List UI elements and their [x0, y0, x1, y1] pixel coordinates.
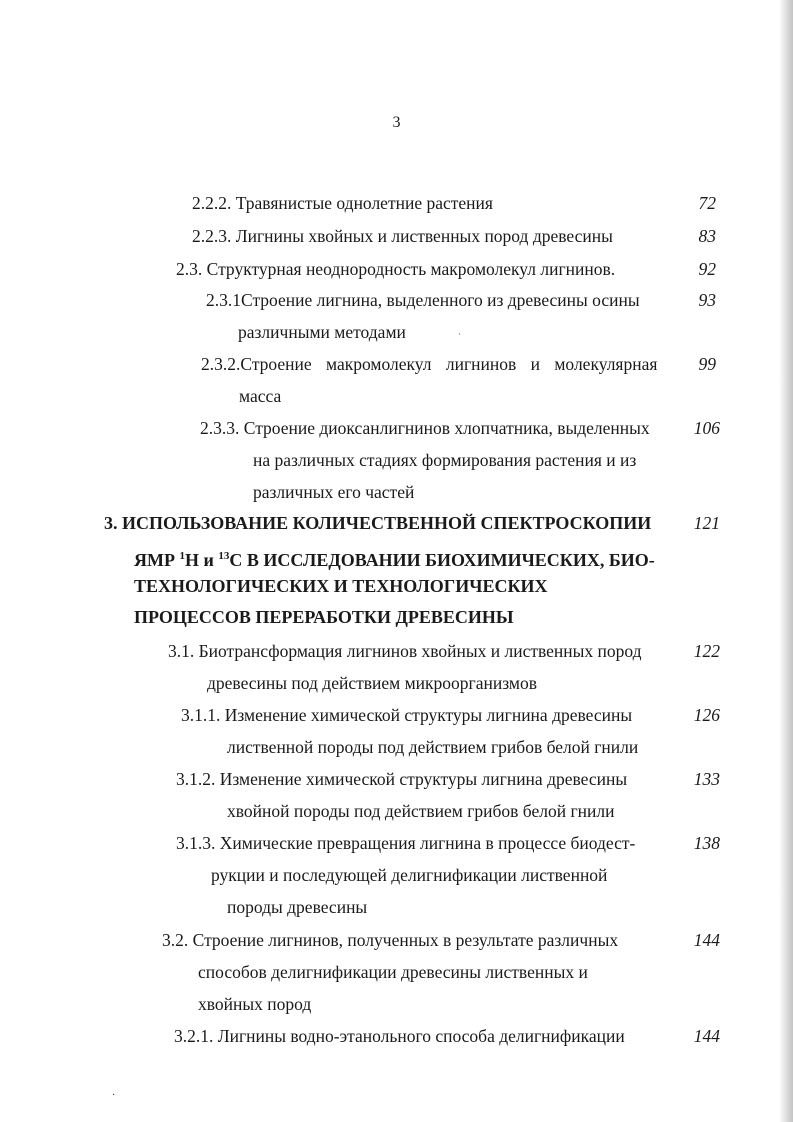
toc-page-2-3-2: 99 — [698, 354, 716, 374]
nmr-sup-13: 13 — [218, 550, 230, 562]
nmr-prefix: ЯМР — [134, 550, 180, 570]
toc-page-3-1-3: 138 — [693, 833, 720, 853]
page-edge-shadow — [779, 0, 793, 1122]
toc-entry-3-1-1[interactable]: 3.1.1. Изменение химической структуры лигнина древесины — [181, 705, 633, 725]
toc-page-2-3-1: 93 — [698, 290, 716, 310]
toc-entry-3-2-1[interactable]: 3.2.1. Лигнины водно-этанольного способа делигнификации — [174, 1026, 625, 1046]
toc-entry-2-3-3-cont1: на различных стадиях формирования растения и из — [253, 450, 637, 470]
toc-entry-3-1-3-cont2: породы древесины — [227, 897, 368, 917]
nmr-sup-1: 1 — [179, 550, 185, 562]
toc-page-3-2: 144 — [693, 930, 720, 950]
toc-entry-3-1-2-cont: хвойной породы под действием грибов белой гнили — [227, 801, 615, 821]
toc-chapter-3[interactable]: 3. ИСПОЛЬЗОВАНИЕ КОЛИЧЕСТВЕННОЙ СПЕКТРОСКОПИИ — [104, 513, 652, 533]
page-number: 3 — [392, 114, 401, 131]
toc-page-2-2-3: 83 — [698, 226, 716, 246]
nmr-h: Н и — [184, 550, 219, 570]
toc-entry-3-2-cont2: хвойных пород — [198, 994, 312, 1014]
toc-entry-2-3-2[interactable]: 2.3.2.Строение макромолекул лигнинов и молекулярная — [201, 354, 658, 374]
toc-chapter-3-cont2: ТЕХНОЛОГИЧЕСКИХ И ТЕХНОЛОГИЧЕСКИХ — [134, 576, 548, 596]
toc-entry-3-1-cont: древесины под действием микроорганизмов — [207, 673, 537, 693]
toc-chapter-3-cont1 — [134, 545, 655, 571]
toc-entry-3-1-3[interactable]: 3.1.3. Химические превращения лигнина в процессе биодест- — [176, 833, 636, 853]
toc-entry-3-1-1-cont: лиственной породы под действием грибов белой гнили — [227, 737, 639, 757]
toc-line: 2.3.1Строение лигнина, выделенного из древесины осины — [206, 290, 640, 310]
toc-entry-2-3-2-cont: масса — [239, 386, 282, 406]
toc-entry-3-1[interactable]: 3.1. Биотрансформация лигнинов хвойных и лиственных пород — [168, 641, 642, 661]
scan-speck: · — [112, 1090, 116, 1101]
toc-page-3: 121 — [693, 513, 720, 533]
toc-entry-2-2-3[interactable]: 2.2.3. Лигнины хвойных и лиственных пород древесины — [192, 226, 613, 246]
toc-entry-3-2-cont1: способов делигнификации древесины лиственных и — [198, 962, 588, 982]
toc-page-3-1-1: 126 — [693, 705, 720, 725]
toc-page-2-2-2: 72 — [698, 193, 716, 213]
scan-speck: · — [458, 330, 461, 339]
toc-page-3-1-2: 133 — [693, 769, 720, 789]
nmr-tail: С В ИССЛЕДОВАНИИ — [229, 550, 421, 570]
toc-entry-2-2-2[interactable]: 2.2.2. Травянистые однолетние растения — [192, 193, 493, 213]
toc-entry-3-2[interactable]: 3.2. Строение лигнинов, полученных в результате различных — [162, 930, 619, 950]
toc-entry-2-3[interactable]: 2.3. Структурная неоднородность макромолекул лигнинов. — [176, 259, 616, 279]
toc-entry-2-3-1[interactable] — [206, 289, 670, 311]
toc-chapter-3-cont3: ПРОЦЕССОВ ПЕРЕРАБОТКИ ДРЕВЕСИНЫ — [134, 607, 514, 627]
toc-entry-2-3-3-cont2: различных его частей — [253, 482, 415, 502]
toc-chapter-3-line2: БИОХИМИЧЕСКИХ, БИО- — [425, 550, 655, 570]
toc-entry-3-1-2[interactable]: 3.1.2. Изменение химической структуры лигнина древесины — [176, 769, 628, 789]
toc-page-2-3: 92 — [698, 259, 716, 279]
toc-entry-3-1-3-cont1: рукции и последующей делигнификации лиственной — [211, 865, 608, 885]
toc-page-2-3-3: 106 — [693, 418, 720, 438]
toc-page-3-1: 122 — [693, 641, 720, 661]
toc-entry-2-3-1-cont: различными методами — [238, 322, 406, 342]
toc-page-3-2-1: 144 — [693, 1026, 720, 1046]
toc-entry-2-3-3[interactable]: 2.3.3. Строение диоксанлигнинов хлопчатника, выделенных — [200, 418, 650, 438]
